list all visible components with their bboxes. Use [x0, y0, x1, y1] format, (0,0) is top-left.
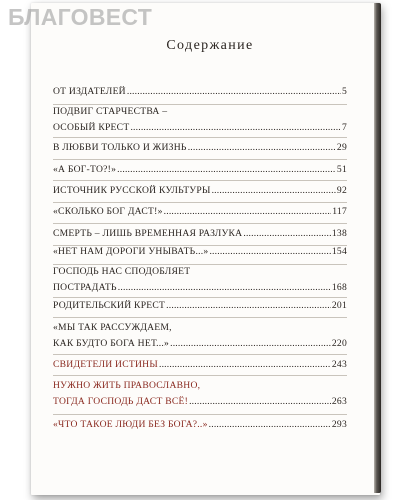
toc-line — [53, 264, 347, 280]
toc-leader-dots — [170, 336, 331, 352]
toc-line — [53, 298, 347, 314]
toc-line — [53, 378, 347, 394]
toc-line — [53, 162, 347, 178]
toc-entry-title-continued: ТОГДА ГОСПОДЬ ДАСТ ВСЁ! — [53, 396, 189, 407]
toc-page-number: 7 — [341, 122, 347, 133]
toc-line — [53, 336, 347, 352]
toc-leader-dots — [209, 417, 331, 433]
toc-line — [53, 226, 347, 242]
toc-line — [53, 183, 347, 199]
toc-entry-title: РОДИТЕЛЬСКИЙ КРЕСТ — [53, 300, 166, 311]
toc-entry — [53, 84, 347, 100]
toc-entry — [53, 320, 347, 352]
toc-leader-dots — [188, 140, 336, 156]
toc-divider — [53, 354, 347, 355]
book-spine-edge — [374, 3, 381, 493]
toc-entry — [53, 226, 347, 242]
toc-entry — [53, 378, 347, 410]
toc-entry-title-continued: ОСОБЫЙ КРЕСТ — [53, 122, 130, 133]
toc-leader-dots — [164, 204, 332, 220]
toc-page-number: 5 — [341, 86, 347, 97]
toc-page-number: 29 — [336, 142, 347, 153]
toc-line — [53, 140, 347, 156]
toc-entry — [53, 264, 347, 296]
toc-divider — [53, 137, 347, 138]
toc-entry-title: СМЕРТЬ – ЛИШЬ ВРЕМЕННАЯ РАЗЛУКА — [53, 228, 243, 239]
toc-entry-title: ИСТОЧНИК РУССКОЙ КУЛЬТУРЫ — [53, 185, 211, 196]
toc-page-number: 168 — [331, 282, 347, 293]
toc-line — [53, 280, 347, 296]
toc-line — [53, 84, 347, 100]
toc-entry-title: «ЧТО ТАКОЕ ЛЮДИ БЕЗ БОГА?..» — [53, 419, 208, 430]
toc-divider — [53, 202, 347, 203]
toc-entry-title: ПОДВИГ СТАРЧЕСТВА – — [53, 106, 168, 117]
toc-page-number: 92 — [336, 185, 347, 196]
toc-page-number: 51 — [336, 164, 347, 175]
toc-page-number: 138 — [331, 228, 347, 239]
toc-divider — [53, 223, 347, 224]
toc-leader-dots — [212, 183, 336, 199]
toc-line — [53, 394, 347, 410]
toc-entry — [53, 298, 347, 314]
toc-leader-dots — [243, 226, 331, 242]
toc-entry — [53, 204, 347, 220]
toc-leader-dots — [189, 394, 331, 410]
toc-page-number: 201 — [331, 300, 347, 311]
toc-entry-title: «НЕТ НАМ ДОРОГИ УНЫВАТЬ...» — [53, 246, 209, 257]
toc-entry-title: «СКОЛЬКО БОГ ДАСТ!» — [53, 206, 163, 217]
toc-leader-dots — [130, 120, 341, 136]
toc-entry — [53, 244, 347, 260]
toc-entry-title: СВИДЕТЕЛИ ИСТИНЫ — [53, 359, 158, 370]
toc-divider — [53, 180, 347, 181]
toc-page-number: 154 — [331, 246, 347, 257]
toc-entry-title: В ЛЮБВИ ТОЛЬКО И ЖИЗНЬ — [53, 142, 187, 153]
toc-leader-dots — [159, 357, 331, 373]
toc-leader-dots — [118, 280, 331, 296]
toc-entry — [53, 162, 347, 178]
toc-divider — [53, 317, 347, 318]
toc-entry-title: НУЖНО ЖИТЬ ПРАВОСЛАВНО, — [53, 380, 201, 391]
toc-line — [53, 320, 347, 336]
toc-divider — [53, 375, 347, 376]
toc-line — [53, 244, 347, 260]
toc-entry-title: ГОСПОДЬ НАС СПОДОБЛЯЕТ — [53, 266, 191, 277]
toc-page-number: 220 — [331, 338, 347, 349]
toc-entry — [53, 104, 347, 136]
toc-leader-dots — [166, 298, 331, 314]
toc-line — [53, 357, 347, 373]
toc-entry-title: «А БОГ-ТО?!» — [53, 164, 117, 175]
toc-line — [53, 417, 347, 433]
toc-page-number: 243 — [331, 359, 347, 370]
toc-entry-title-continued: КАК БУДТО БОГА НЕТ...» — [53, 338, 170, 349]
toc-leader-dots — [209, 244, 330, 260]
watermark-logo: БЛАГОВЕСТ — [8, 4, 153, 30]
toc-entry — [53, 357, 347, 373]
toc-line — [53, 204, 347, 220]
toc-line — [53, 104, 347, 120]
toc-entry — [53, 417, 347, 433]
toc-entry-title-continued: ПОСТРАДАТЬ — [53, 282, 117, 293]
toc-divider — [53, 159, 347, 160]
toc-page-number: 263 — [331, 396, 347, 407]
toc-page-number: 293 — [331, 419, 347, 430]
toc-divider — [53, 414, 347, 415]
toc-line — [53, 120, 347, 136]
toc-entry — [53, 140, 347, 156]
toc-title: Содержание — [166, 38, 254, 53]
toc-leader-dots — [127, 84, 341, 100]
toc-entry — [53, 183, 347, 199]
toc-leader-dots — [117, 162, 336, 178]
toc-entry-title: ОТ ИЗДАТЕЛЕЙ — [53, 86, 126, 97]
toc-entry-title: «МЫ ТАК РАССУЖДАЕМ, — [53, 322, 172, 333]
toc-page-number: 117 — [332, 206, 347, 217]
